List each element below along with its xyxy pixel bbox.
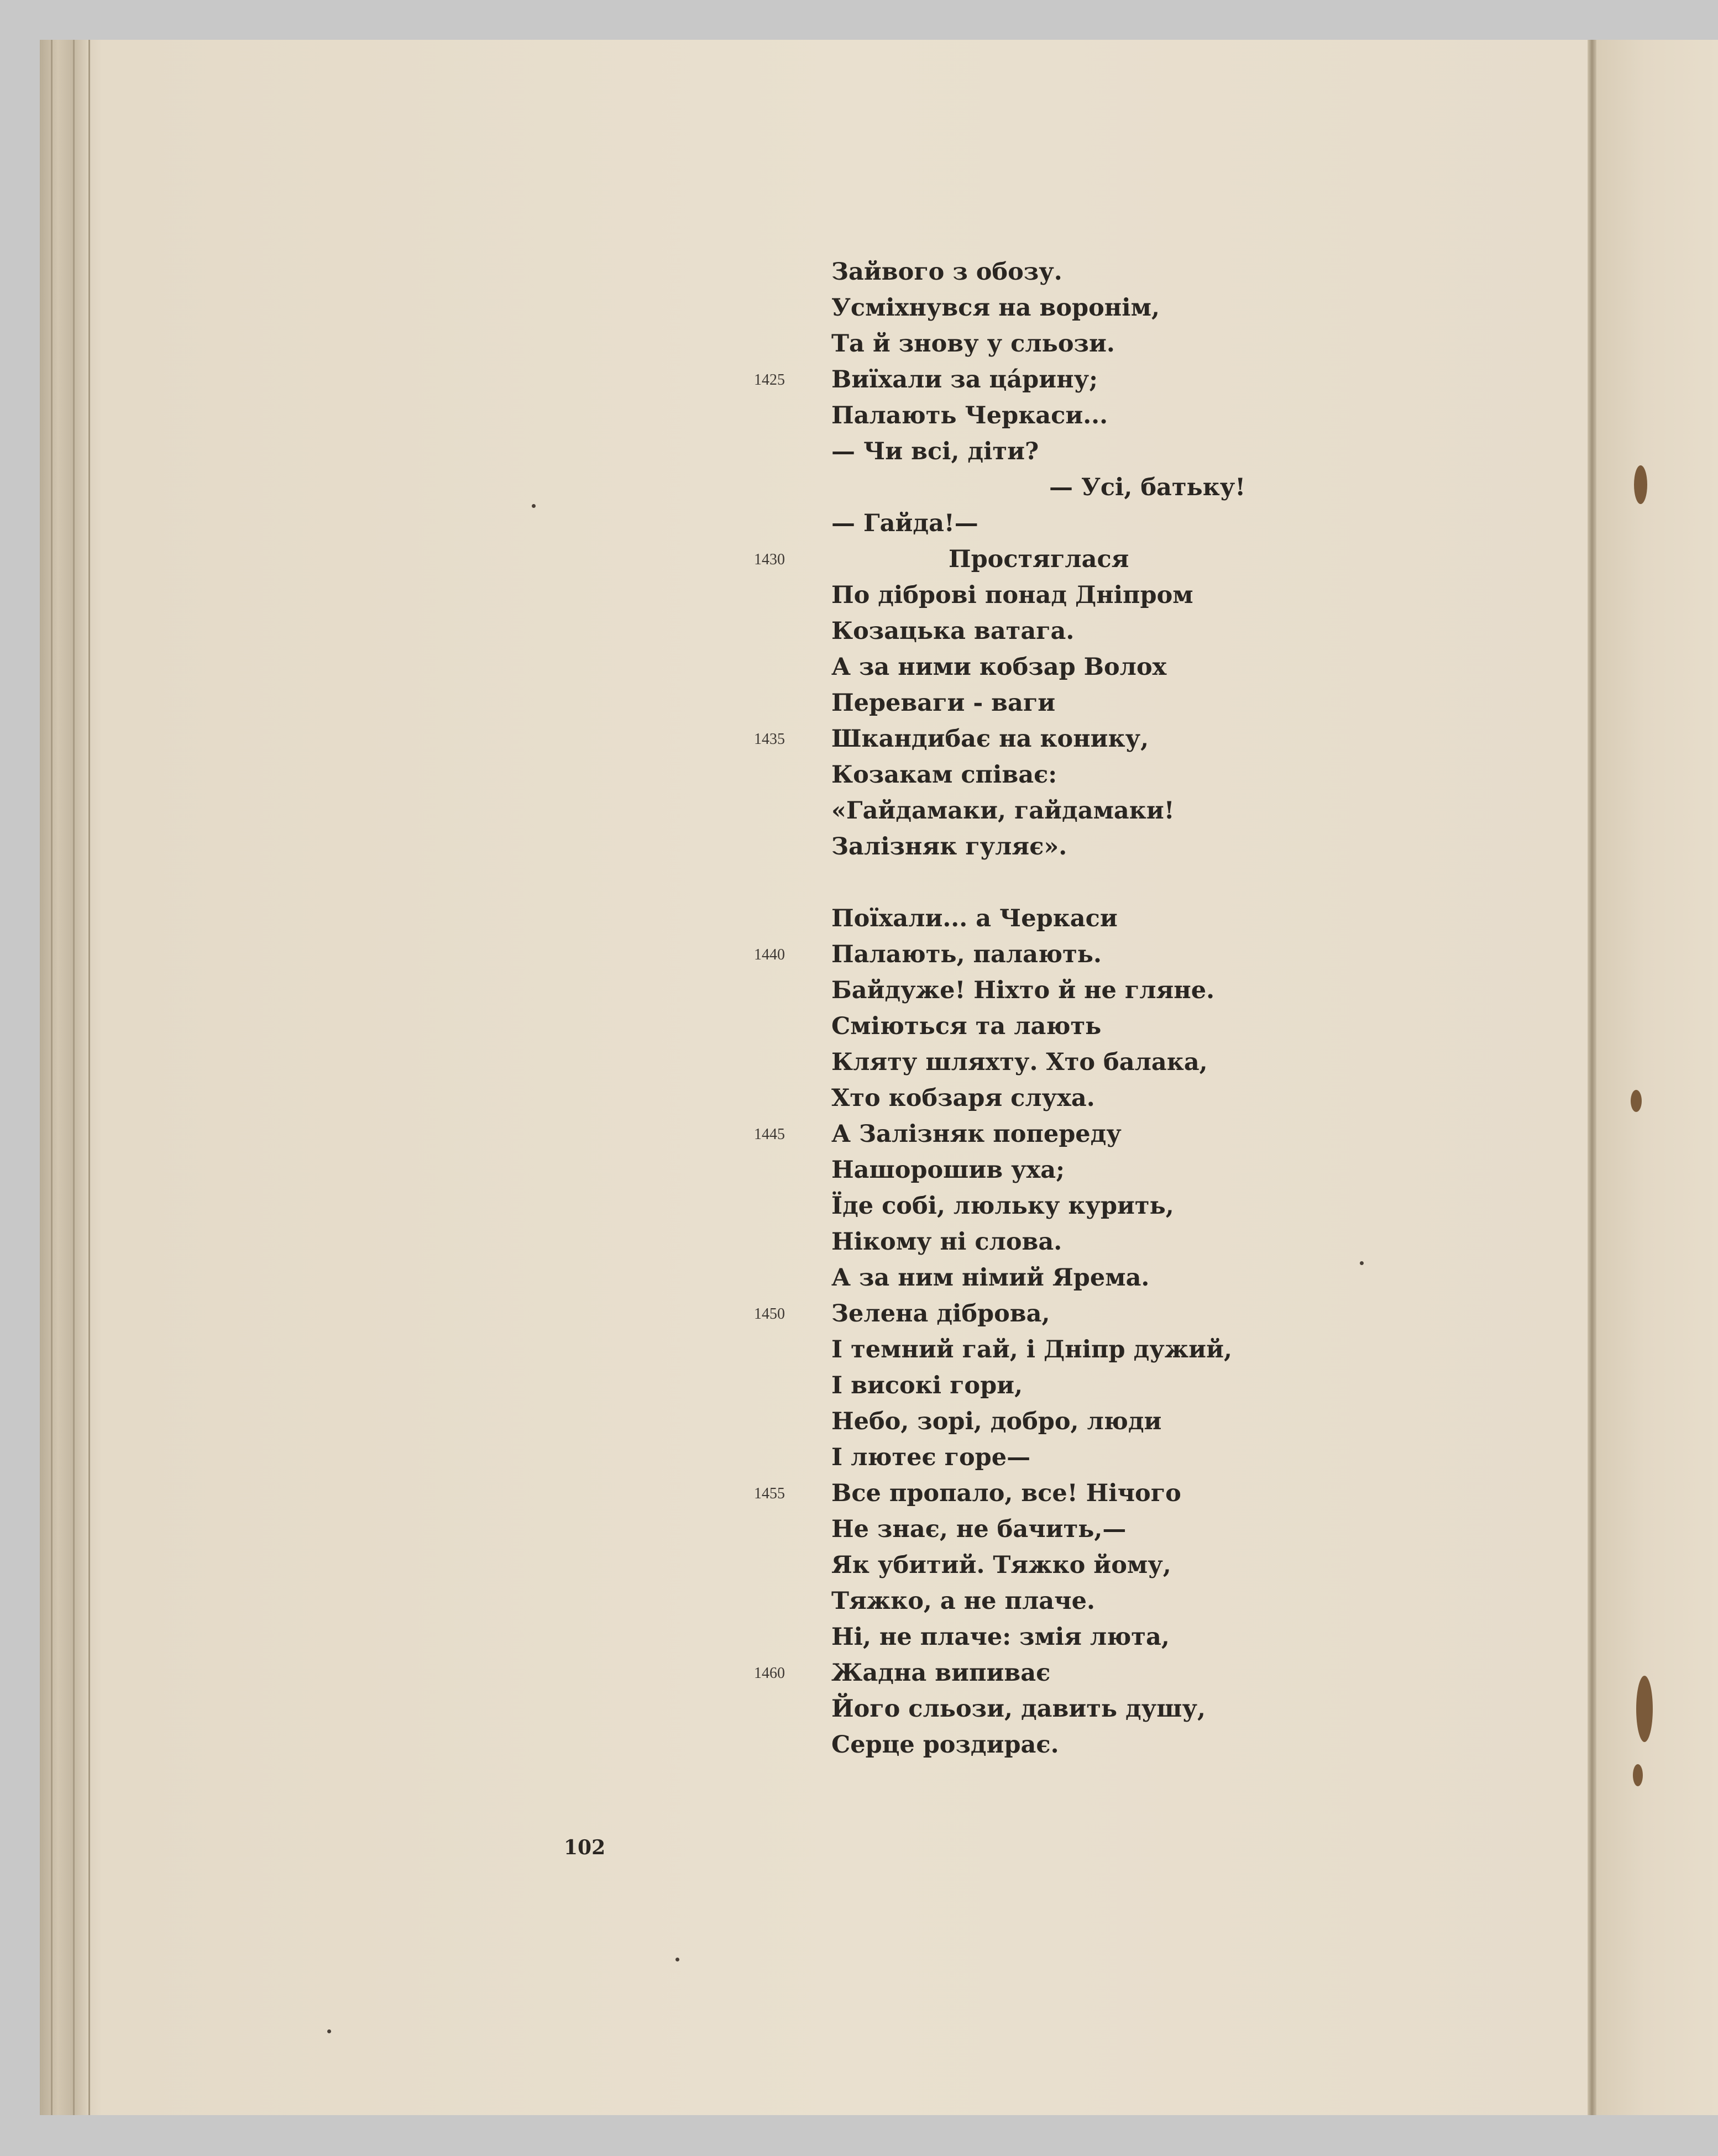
right-page-edge	[1596, 40, 1718, 2115]
spine-edge-line	[51, 40, 53, 2115]
poem-line	[831, 326, 1329, 362]
poem-line	[831, 506, 1329, 542]
poem-line-text: Усміхнувся на воронім,	[831, 294, 1160, 322]
poem-line-text: І високі гори,	[831, 1372, 1023, 1399]
poem-line	[754, 1655, 1329, 1691]
poem-line	[831, 254, 1329, 290]
poem-line	[754, 1116, 1329, 1152]
line-number: 1440	[754, 946, 785, 963]
poem-line	[831, 793, 1329, 829]
poem-line	[831, 1512, 1329, 1548]
poem-line-text: Шкандибає на конику,	[831, 725, 1149, 753]
poem-line-text: Залізняк гуляє».	[831, 833, 1067, 861]
poem-line-text: Нашорошив уха;	[831, 1156, 1065, 1184]
poem-line	[831, 1045, 1329, 1080]
poem-line	[831, 1152, 1329, 1188]
spine-edge-line	[88, 40, 90, 2115]
poem-line	[831, 829, 1329, 865]
poem-line-text: Хто кобзаря слуха.	[831, 1084, 1095, 1112]
poem-line	[754, 1296, 1329, 1332]
poem-line	[831, 1368, 1329, 1404]
poem-line-text: Серце роздирає.	[831, 1731, 1059, 1759]
poem-line-text: А за ними кобзар Волох	[831, 653, 1167, 681]
poem-line	[831, 398, 1329, 434]
poem-line-text: Байдуже! Ніхто й не гляне.	[831, 977, 1215, 1004]
spine-edge-line	[73, 40, 75, 2115]
poem-line	[831, 685, 1329, 721]
poem-line-text: Сміються та лають	[831, 1013, 1102, 1040]
paper-speck	[675, 1958, 679, 1961]
poem-line-text: Виїхали за ца́рину;	[831, 366, 1098, 394]
poem-line-text: «Гайдамаки, гайдамаки!	[831, 797, 1175, 825]
poem-line-text: Тяжко, а не плаче.	[831, 1587, 1095, 1615]
poem-line	[831, 1224, 1329, 1260]
poem-line-text: — Усі, батьку!	[1049, 474, 1246, 501]
poem-line	[754, 721, 1329, 757]
poem-line-text: І темний гай, і Дніпр дужий,	[831, 1336, 1232, 1363]
line-number: 1445	[754, 1126, 785, 1143]
poem-line-text: — Чи всі, діти?	[831, 438, 1039, 465]
paper-speck	[532, 504, 536, 508]
poem-line	[831, 470, 1329, 506]
poem-line	[754, 542, 1329, 578]
paper-speck	[327, 2029, 331, 2033]
poem-line-text: — Гайда!—	[831, 510, 978, 537]
poem-line-text: А за ним німий Ярема.	[831, 1264, 1150, 1292]
paper-speck	[1360, 1261, 1364, 1265]
paper-stain	[1633, 1764, 1643, 1786]
poem-line	[831, 290, 1329, 326]
poem-line-text: Їде собі, люльку курить,	[831, 1192, 1174, 1220]
poem-line	[831, 613, 1329, 649]
line-number: 1430	[754, 551, 785, 568]
poem-line	[831, 757, 1329, 793]
poem-line	[831, 649, 1329, 685]
poem-line	[831, 1440, 1329, 1476]
poem-line	[831, 973, 1329, 1009]
poem-line-text: Поїхали... а Черкаси	[831, 905, 1118, 932]
paper-stain	[1631, 1090, 1642, 1112]
paper-stain	[1634, 465, 1647, 504]
line-number: 1435	[754, 731, 785, 748]
poem-line-text: Як убитий. Тяжко йому,	[831, 1551, 1171, 1579]
poem-line	[831, 1080, 1329, 1116]
poem-line	[831, 1332, 1329, 1368]
poem-line-text: Зайвого з обозу.	[831, 258, 1062, 286]
poem-line	[754, 937, 1329, 973]
poem-line	[831, 1619, 1329, 1655]
poem-line-text: Палають Черкаси...	[831, 402, 1108, 429]
poem-line	[754, 1476, 1329, 1512]
poem-line	[754, 362, 1329, 398]
poem-line-text: Козакам співає:	[831, 761, 1057, 789]
line-number: 1425	[754, 371, 785, 389]
poem-line-text: Не знає, не бачить,—	[831, 1515, 1127, 1543]
poem-line	[831, 1188, 1329, 1224]
poem-line-text: Ні, не плаче: змія люта,	[831, 1623, 1170, 1651]
poem-line-text: Та й знову у сльози.	[831, 330, 1115, 358]
poem-line	[831, 1260, 1329, 1296]
poem-line-text: Кляту шляхту. Хто балака,	[831, 1048, 1208, 1076]
poem-line-text: Жадна випиває	[831, 1659, 1051, 1687]
poem-line	[831, 1009, 1329, 1045]
poem-line	[831, 1727, 1329, 1763]
poem-line	[831, 1583, 1329, 1619]
poem-line	[831, 1548, 1329, 1583]
poem-line-text: Нікому ні слова.	[831, 1228, 1062, 1256]
stanza-break	[831, 865, 1329, 901]
paper-stain	[1636, 1676, 1653, 1742]
poem-line-text: Козацька ватага.	[831, 617, 1075, 645]
poem-line	[831, 1404, 1329, 1440]
poem-line-text: Простяглася	[949, 545, 1129, 573]
poem-line-text: А Залізняк попереду	[831, 1120, 1122, 1148]
poem-line	[831, 434, 1329, 470]
page-number: 102	[564, 1836, 606, 1859]
poem-line-text: Його сльози, давить душу,	[831, 1695, 1206, 1723]
poem-line-text: По діброві понад Дніпром	[831, 581, 1193, 609]
scanned-spread	[40, 40, 1718, 2115]
poem-line	[831, 901, 1329, 937]
poem-line-text: Переваги - ваги	[831, 689, 1056, 717]
page-gutter	[1588, 40, 1596, 2115]
poem-line-text: І лютеє горе—	[831, 1444, 1031, 1471]
poem-line-text: Палають, палають.	[831, 941, 1102, 968]
poem-text	[754, 254, 1329, 1763]
poem-line	[831, 578, 1329, 613]
book-spine	[40, 40, 101, 2115]
left-page	[101, 40, 1593, 2115]
poem-line-text: Зелена діброва,	[831, 1300, 1050, 1328]
line-number: 1450	[754, 1305, 785, 1323]
poem-line-text: Все пропало, все! Нічого	[831, 1480, 1181, 1507]
line-number: 1460	[754, 1665, 785, 1682]
poem-line	[831, 1691, 1329, 1727]
line-number: 1455	[754, 1485, 785, 1502]
poem-line-text: Небо, зорі, добро, люди	[831, 1408, 1162, 1435]
